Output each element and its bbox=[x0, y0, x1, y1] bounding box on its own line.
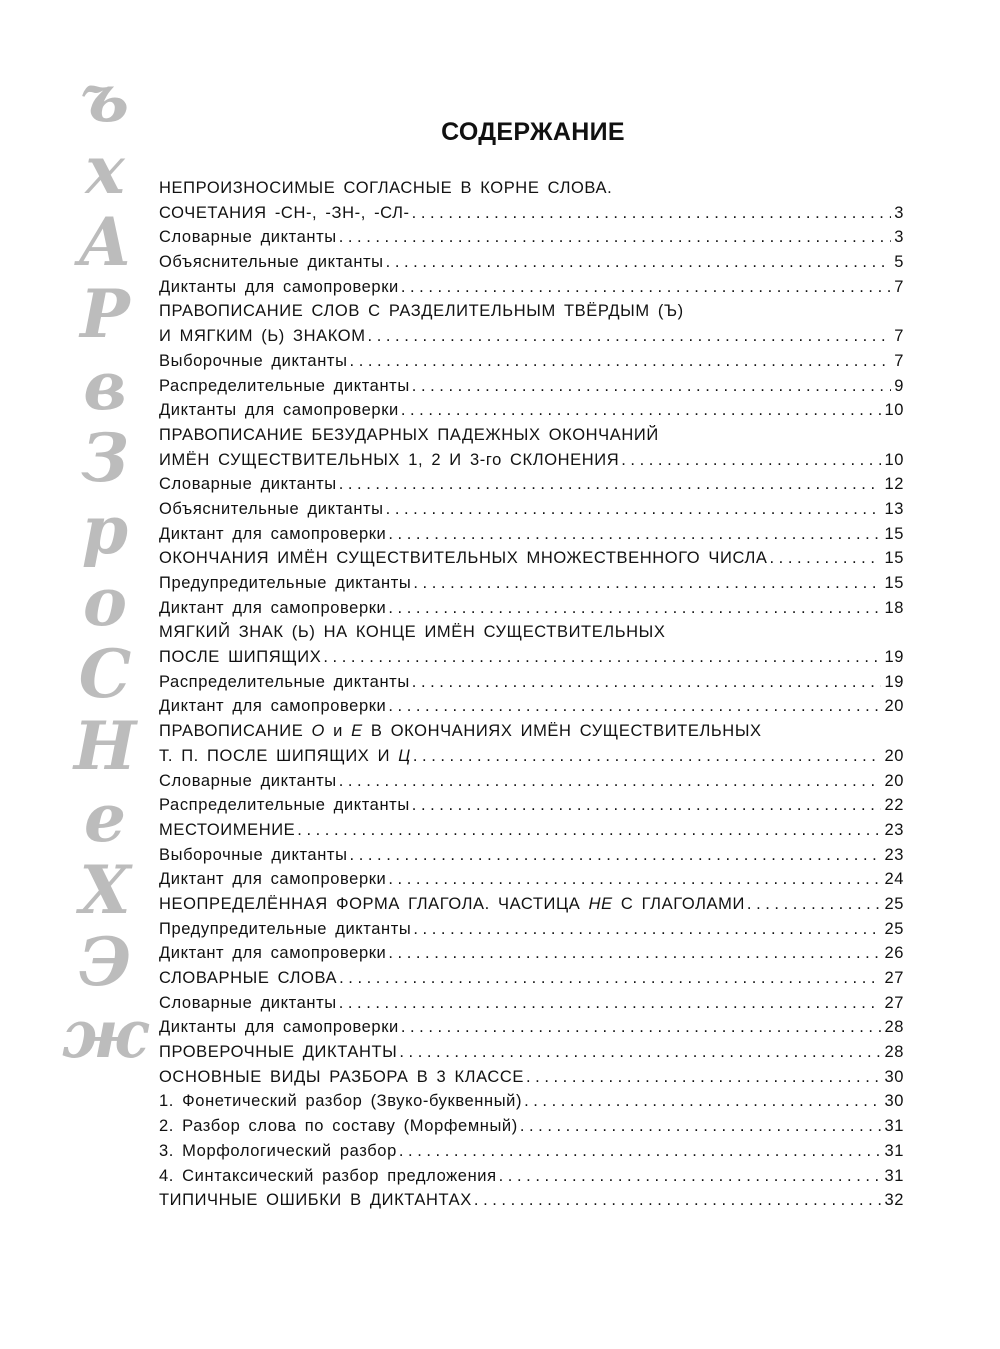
dot-leader bbox=[388, 694, 881, 719]
page-number: 27 bbox=[884, 969, 904, 987]
toc-entry bbox=[159, 917, 904, 942]
dot-leader bbox=[526, 1065, 881, 1090]
decorative-letter: З bbox=[81, 419, 129, 497]
page-number: 28 bbox=[884, 1018, 904, 1037]
dot-leader bbox=[412, 374, 891, 399]
toc-entry-text: СОЧЕТАНИЯ -СН-, -ЗН-, -СЛ- bbox=[159, 203, 410, 222]
toc-entry bbox=[159, 818, 904, 843]
toc-line bbox=[159, 522, 904, 547]
toc-entry-text-italic: Ц bbox=[398, 746, 411, 765]
toc-entry bbox=[159, 941, 904, 966]
decorative-letter: х bbox=[85, 131, 125, 209]
page-number: 25 bbox=[884, 919, 904, 938]
decorative-letter: С bbox=[78, 635, 132, 713]
toc-line bbox=[159, 1015, 904, 1040]
toc-line bbox=[159, 966, 904, 991]
toc-entry bbox=[159, 1164, 904, 1189]
toc-line bbox=[159, 645, 904, 670]
dot-leader bbox=[401, 398, 882, 423]
toc-entry bbox=[159, 769, 904, 794]
toc-entry-text-italic: О bbox=[311, 722, 325, 741]
toc-line bbox=[159, 769, 904, 794]
toc-line bbox=[159, 201, 904, 226]
toc-entry-text: Предупредительные диктанты bbox=[159, 574, 412, 592]
page-number: 12 bbox=[884, 475, 904, 494]
page-number: 20 bbox=[884, 697, 904, 716]
page-number: 22 bbox=[884, 796, 904, 815]
toc-entry-text: ПРОВЕРОЧНЫЕ ДИКТАНТЫ bbox=[159, 1043, 398, 1062]
toc-entry-text: Выборочные диктанты bbox=[159, 351, 348, 370]
page-number: 7 bbox=[894, 351, 904, 370]
decorative-letter: ъ bbox=[81, 59, 129, 137]
dot-leader bbox=[412, 670, 882, 695]
toc-line bbox=[159, 374, 904, 399]
toc-entry-text bbox=[159, 722, 762, 740]
toc-line bbox=[159, 818, 904, 843]
dot-leader bbox=[399, 1139, 882, 1164]
page-number: 7 bbox=[894, 277, 904, 296]
toc-line bbox=[159, 1188, 904, 1213]
page-number: 30 bbox=[884, 1067, 904, 1086]
toc-line bbox=[159, 176, 904, 201]
toc-entry-text: 1. Фонетический разбор (Звуко-буквенный) bbox=[159, 1092, 523, 1111]
page-number: 31 bbox=[884, 1117, 904, 1136]
toc-line bbox=[159, 398, 904, 423]
toc-entry bbox=[159, 966, 904, 991]
toc-entry bbox=[159, 670, 904, 695]
toc-line bbox=[159, 324, 904, 349]
toc-line bbox=[159, 941, 904, 966]
toc-line bbox=[159, 225, 904, 250]
toc-entry bbox=[159, 374, 904, 399]
toc-line bbox=[159, 1164, 904, 1189]
dot-leader bbox=[413, 744, 882, 769]
page-number: 23 bbox=[884, 845, 904, 864]
dot-leader bbox=[388, 867, 881, 892]
dot-leader bbox=[368, 324, 892, 349]
dot-leader bbox=[388, 522, 881, 547]
toc-entry bbox=[159, 497, 904, 522]
toc-entry-text: МЯГКИЙ ЗНАК (Ь) НА КОНЦЕ ИМЁН СУЩЕСТВИТЕЛЬНЫХ bbox=[159, 623, 666, 642]
page-number: 25 bbox=[884, 894, 904, 913]
dot-leader bbox=[339, 991, 882, 1016]
toc-entry-text: Диктант для самопроверки bbox=[159, 598, 387, 617]
toc-entry bbox=[159, 991, 904, 1016]
toc-entry bbox=[159, 472, 904, 497]
decorative-letter: А bbox=[78, 203, 132, 281]
toc-entry-text-part: С ГЛАГОЛАМИ bbox=[612, 894, 745, 913]
dot-leader bbox=[412, 201, 892, 226]
toc-entry-text: Распределительные диктанты bbox=[159, 376, 410, 395]
page-number: 30 bbox=[884, 1092, 904, 1111]
toc-entry-text-italic: НЕ bbox=[588, 894, 613, 913]
toc-entry bbox=[159, 867, 904, 892]
dot-leader bbox=[412, 793, 882, 818]
toc-entry-text: Выборочные диктанты bbox=[159, 845, 348, 864]
page-number: 15 bbox=[884, 574, 904, 592]
toc-entry-text: МЕСТОИМЕНИЕ bbox=[159, 820, 296, 839]
toc-line bbox=[159, 793, 904, 818]
dot-leader bbox=[388, 941, 881, 966]
decorative-letter: ж bbox=[61, 995, 149, 1073]
toc-line bbox=[159, 596, 904, 621]
toc-entry-text: ОСНОВНЫЕ ВИДЫ РАЗБОРА В 3 КЛАССЕ bbox=[159, 1067, 524, 1086]
decorative-letter: р bbox=[81, 491, 129, 569]
decorative-letter-column bbox=[55, 59, 155, 1073]
toc-line bbox=[159, 991, 904, 1016]
dot-leader bbox=[401, 275, 891, 300]
toc-entry-text: ПРАВОПИСАНИЕ СЛОВ С РАЗДЕЛИТЕЛЬНЫМ ТВЁРДЫМ (Ъ) bbox=[159, 302, 684, 321]
dot-leader bbox=[399, 1040, 881, 1065]
table-of-contents bbox=[159, 176, 904, 1213]
toc-entry-text: Объяснительные диктанты bbox=[159, 253, 384, 272]
toc-entry-text: Диктанты для самопроверки bbox=[159, 277, 399, 296]
toc-entry-text: Диктант для самопроверки bbox=[159, 870, 387, 889]
page-number: 19 bbox=[884, 672, 904, 691]
page-number: 13 bbox=[884, 499, 904, 518]
toc-entry bbox=[159, 620, 904, 669]
dot-leader bbox=[323, 645, 881, 670]
decorative-letter: о bbox=[82, 563, 128, 641]
toc-entry bbox=[159, 423, 904, 472]
toc-entry bbox=[159, 719, 904, 768]
toc-entry bbox=[159, 1188, 904, 1213]
toc-entry bbox=[159, 250, 904, 275]
toc-entry bbox=[159, 1065, 904, 1090]
toc-entry-text: Диктант для самопроверки bbox=[159, 524, 387, 543]
toc-line bbox=[159, 867, 904, 892]
toc-entry-text: ТИПИЧНЫЕ ОШИБКИ В ДИКТАНТАХ bbox=[159, 1191, 472, 1210]
toc-entry-text: 2. Разбор слова по составу (Морфемный) bbox=[159, 1117, 518, 1136]
page-number: 20 bbox=[884, 746, 904, 765]
toc-line bbox=[159, 892, 904, 917]
toc-line bbox=[159, 1089, 904, 1114]
toc-line bbox=[159, 670, 904, 695]
toc-line bbox=[159, 744, 904, 769]
page-number: 27 bbox=[884, 993, 904, 1012]
dot-leader bbox=[297, 818, 881, 843]
page-number: 5 bbox=[894, 253, 904, 272]
toc-entry bbox=[159, 398, 904, 423]
toc-line bbox=[159, 843, 904, 868]
page-number: 20 bbox=[884, 771, 904, 790]
decorative-letter: Х bbox=[79, 851, 131, 929]
toc-line bbox=[159, 1040, 904, 1065]
toc-entry-text bbox=[159, 744, 411, 769]
dot-leader bbox=[747, 892, 882, 917]
toc-line bbox=[159, 1065, 904, 1090]
toc-entry-text-part: ПРАВОПИСАНИЕ bbox=[159, 722, 312, 741]
toc-line bbox=[159, 275, 904, 300]
toc-line bbox=[159, 917, 904, 942]
toc-entry-text-part: НЕОПРЕДЕЛЁННАЯ ФОРМА ГЛАГОЛА. ЧАСТИЦА bbox=[159, 894, 589, 913]
dot-leader bbox=[339, 225, 892, 250]
toc-line bbox=[159, 620, 904, 645]
toc-line bbox=[159, 694, 904, 719]
dot-leader bbox=[474, 1188, 882, 1213]
dot-leader bbox=[413, 917, 881, 942]
toc-line bbox=[159, 1114, 904, 1139]
toc-entry-text-part: и bbox=[324, 722, 352, 741]
toc-line bbox=[159, 472, 904, 497]
toc-entry-text: ПРАВОПИСАНИЕ БЕЗУДАРНЫХ ПАДЕЖНЫХ ОКОНЧАНИЙ bbox=[159, 425, 659, 444]
dot-leader bbox=[350, 349, 892, 374]
toc-entry-text: ОКОНЧАНИЯ ИМЁН СУЩЕСТВИТЕЛЬНЫХ МНОЖЕСТВЕННОГО ЧИСЛА bbox=[159, 549, 768, 568]
toc-entry-text: Словарные диктанты bbox=[159, 228, 337, 247]
toc-entry-text: Диктанты для самопроверки bbox=[159, 1018, 399, 1037]
page-number: 31 bbox=[884, 1141, 904, 1160]
toc-entry bbox=[159, 546, 904, 571]
decorative-letter: в bbox=[83, 347, 127, 425]
toc-entry bbox=[159, 225, 904, 250]
toc-entry bbox=[159, 1015, 904, 1040]
toc-entry-text: НЕПРОИЗНОСИМЫЕ СОГЛАСНЫЕ В КОРНЕ СЛОВА. bbox=[159, 179, 613, 197]
dot-leader bbox=[499, 1164, 882, 1189]
toc-entry bbox=[159, 275, 904, 300]
page-number: 19 bbox=[884, 648, 904, 667]
page-number: 7 bbox=[894, 327, 904, 346]
dot-leader bbox=[350, 843, 882, 868]
toc-entry-text: Распределительные диктанты bbox=[159, 672, 410, 691]
toc-entry-text: Предупредительные диктанты bbox=[159, 919, 412, 938]
toc-entry-text-part: В ОКОНЧАНИЯХ ИМЁН СУЩЕСТВИТЕЛЬНЫХ bbox=[362, 722, 762, 741]
dot-leader bbox=[401, 1015, 882, 1040]
toc-line bbox=[159, 497, 904, 522]
toc-entry-text-part: Т. П. ПОСЛЕ ШИПЯЩИХ И bbox=[159, 746, 399, 765]
page-number: 10 bbox=[884, 450, 904, 469]
page-number: 23 bbox=[884, 820, 904, 839]
page-number: 15 bbox=[884, 549, 904, 568]
dot-leader bbox=[339, 966, 881, 991]
toc-entry bbox=[159, 1114, 904, 1139]
toc-entry bbox=[159, 1139, 904, 1164]
toc-entry bbox=[159, 892, 904, 917]
page-number: 10 bbox=[884, 401, 904, 420]
toc-line bbox=[159, 448, 904, 473]
decorative-letter: Н bbox=[73, 707, 137, 785]
toc-entry bbox=[159, 793, 904, 818]
toc-entry-text: Диктанты для самопроверки bbox=[159, 401, 399, 420]
toc-entry-text: Словарные диктанты bbox=[159, 993, 337, 1012]
toc-entry-text: Словарные диктанты bbox=[159, 771, 337, 790]
toc-entry bbox=[159, 299, 904, 348]
toc-entry-text: СЛОВАРНЫЕ СЛОВА bbox=[159, 969, 338, 987]
toc-entry bbox=[159, 522, 904, 547]
page-number: 28 bbox=[884, 1043, 904, 1062]
toc-entry bbox=[159, 1040, 904, 1065]
page-number: 26 bbox=[884, 944, 904, 963]
toc-entry-text: ПОСЛЕ ШИПЯЩИХ bbox=[159, 648, 322, 667]
toc-entry-text: 3. Морфологический разбор bbox=[159, 1141, 397, 1160]
toc-entry-text: Диктант для самопроверки bbox=[159, 944, 387, 963]
toc-entry-text: Диктант для самопроверки bbox=[159, 697, 387, 716]
decorative-letter: Э bbox=[78, 923, 132, 1001]
page-number: 18 bbox=[884, 598, 904, 617]
dot-leader bbox=[621, 448, 881, 473]
dot-leader bbox=[413, 571, 881, 596]
toc-entry-text: Распределительные диктанты bbox=[159, 796, 410, 815]
toc-entry bbox=[159, 596, 904, 621]
dot-leader bbox=[386, 250, 892, 275]
toc-line bbox=[159, 1139, 904, 1164]
toc-entry bbox=[159, 843, 904, 868]
dot-leader bbox=[339, 472, 882, 497]
toc-line bbox=[159, 250, 904, 275]
toc-line bbox=[159, 299, 904, 324]
decorative-letter: е bbox=[84, 779, 126, 857]
dot-leader bbox=[386, 497, 882, 522]
page-number: 15 bbox=[884, 524, 904, 543]
decorative-letter: Р bbox=[80, 275, 130, 353]
page-number: 9 bbox=[894, 376, 904, 395]
dot-leader bbox=[520, 1114, 882, 1139]
toc-entry bbox=[159, 571, 904, 596]
toc-entry bbox=[159, 694, 904, 719]
toc-entry bbox=[159, 349, 904, 374]
toc-line bbox=[159, 423, 904, 448]
toc-entry-text: 4. Синтаксический разбор предложения bbox=[159, 1166, 497, 1185]
toc-entry-text: И МЯГКИМ (Ь) ЗНАКОМ bbox=[159, 327, 366, 346]
page-number: 3 bbox=[894, 203, 904, 222]
page-number: 31 bbox=[884, 1166, 904, 1185]
page-number: 32 bbox=[884, 1191, 904, 1210]
toc-line bbox=[159, 546, 904, 571]
toc-entry-text-italic: Е bbox=[351, 722, 363, 741]
dot-leader bbox=[524, 1089, 881, 1114]
toc-entry-text: Словарные диктанты bbox=[159, 475, 337, 494]
page-title: СОДЕРЖАНИЕ bbox=[441, 118, 625, 146]
dot-leader bbox=[769, 546, 881, 571]
toc-entry-text bbox=[159, 892, 745, 917]
toc-line bbox=[159, 719, 904, 744]
toc-entry bbox=[159, 176, 904, 225]
page-number: 24 bbox=[884, 870, 904, 889]
toc-entry-text: ИМЁН СУЩЕСТВИТЕЛЬНЫХ 1, 2 И 3-го СКЛОНЕНИЯ bbox=[159, 450, 620, 469]
dot-leader bbox=[339, 769, 882, 794]
dot-leader bbox=[388, 596, 881, 621]
toc-entry-text: Объяснительные диктанты bbox=[159, 499, 384, 518]
toc-entry bbox=[159, 1089, 904, 1114]
toc-line bbox=[159, 571, 904, 596]
toc-line bbox=[159, 349, 904, 374]
page-number: 3 bbox=[894, 228, 904, 247]
